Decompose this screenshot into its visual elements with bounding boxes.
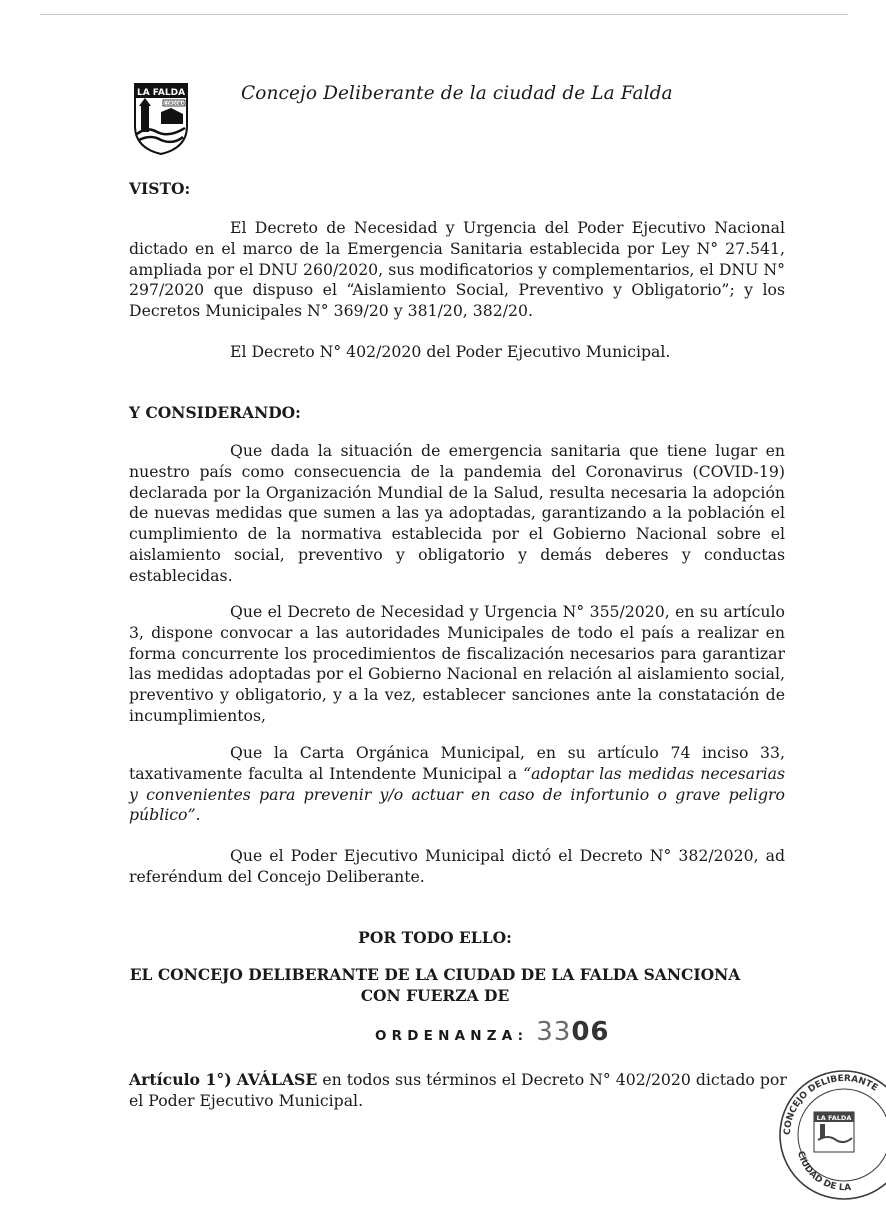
article-1	[129, 1070, 789, 1112]
visto-heading: VISTO:	[129, 179, 191, 198]
ordenanza-line	[375, 1017, 610, 1047]
ordenanza-label: ORDENANZA:	[375, 1028, 529, 1044]
visto-paragraph: El Decreto de Necesidad y Urgencia del Poder Ejecutivo Nacional dictado en el marco de la Emergencia Sanitaria establecida por Ley N° 27.541, ampliada por el DNU 260/2020, sus modificatorios y complementarios, el DNU N° 297/2020 que dispuso el “Aislamiento Social, Preventivo y Obligatorio”; y los Decretos Municipales N° 369/20 y 381/20, 382/20.	[129, 218, 785, 321]
document-header-title: Concejo Deliberante de la ciudad de La Falda	[241, 83, 673, 104]
la-falda-crest-logo	[133, 82, 189, 156]
considerando-paragraph: Que dada la situación de emergencia sanitaria que tiene lugar en nuestro país como consecuencia de la pandemia del Coronavirus (COVID-19) declarada por la Organización Mundial de la Salud, resulta necesaria la adopción de nuevas medidas que sumen a las ya adoptadas, garantizando a la población el cumplimiento de la normativa establecida por el Gobierno Nacional sobre el aislamiento social, preventivo y obligatorio y demás deberes y conductas establecidas.	[129, 441, 785, 585]
considerando-heading: Y CONSIDERANDO:	[129, 403, 301, 422]
visto-paragraph: El Decreto N° 402/2020 del Poder Ejecutivo Municipal.	[230, 342, 671, 361]
ordenanza-number-typed: 33	[536, 1017, 572, 1047]
por-todo-ello-heading: POR TODO ELLO:	[358, 928, 512, 947]
scan-top-edge	[40, 14, 848, 15]
article-verb: AVÁLASE	[236, 1070, 318, 1089]
crest-text: LA FALDA	[136, 88, 186, 98]
quote-end-text: .	[195, 805, 201, 825]
crest-subtext: CÓRDOBA	[163, 101, 185, 106]
svg-text:CIUDAD DE LA	[795, 1150, 852, 1193]
sanciona-line: EL CONCEJO DELIBERANTE DE LA CIUDAD DE LA FALDA SANCIONA	[129, 965, 741, 984]
considerando-paragraph-quote	[129, 743, 785, 826]
seal-center-text: LA FALDA	[816, 1114, 852, 1122]
concejo-deliberante-seal	[776, 1060, 886, 1210]
con-fuerza-de-line: CON FUERZA DE	[360, 986, 510, 1005]
ordenanza-number	[536, 1017, 609, 1047]
ordenanza-number-stamped: 06	[571, 1017, 610, 1047]
seal-text-bottom: CIUDAD DE LA	[794, 1150, 852, 1194]
article-text: en todos sus términos el Decreto N° 402/2020 dictado por el Poder Ejecutivo Municipal.	[129, 1070, 787, 1110]
quote-intro-text: Que la Carta Orgánica Municipal, en su artículo 74 inciso 33, taxativamente faculta al Intendente Municipal a	[129, 743, 785, 783]
considerando-paragraph: Que el Poder Ejecutivo Municipal dictó el Decreto N° 382/2020, ad referéndum del Concejo Deliberante.	[129, 846, 785, 886]
considerando-paragraph: Que el Decreto de Necesidad y Urgencia N° 355/2020, en su artículo 3, dispone convocar a las autoridades Municipales de todo el país a realizar en forma concurrente los procedimientos de fiscalización necesarios para garantizar las medidas adoptadas por el Gobierno Nacional en relación al aislamiento social, preventivo y obligatorio, y a la vez, establecer sanciones ante la constatación de incumplimientos,	[129, 602, 785, 725]
quoted-text: “adoptar las medidas necesarias y convenientes para prevenir y/o actuar en caso de infortunio o grave peligro público”	[129, 763, 786, 825]
article-label: Artículo 1°)	[129, 1070, 232, 1089]
seal-text-top: CONCEJO DELIBERANTE	[782, 1073, 880, 1136]
